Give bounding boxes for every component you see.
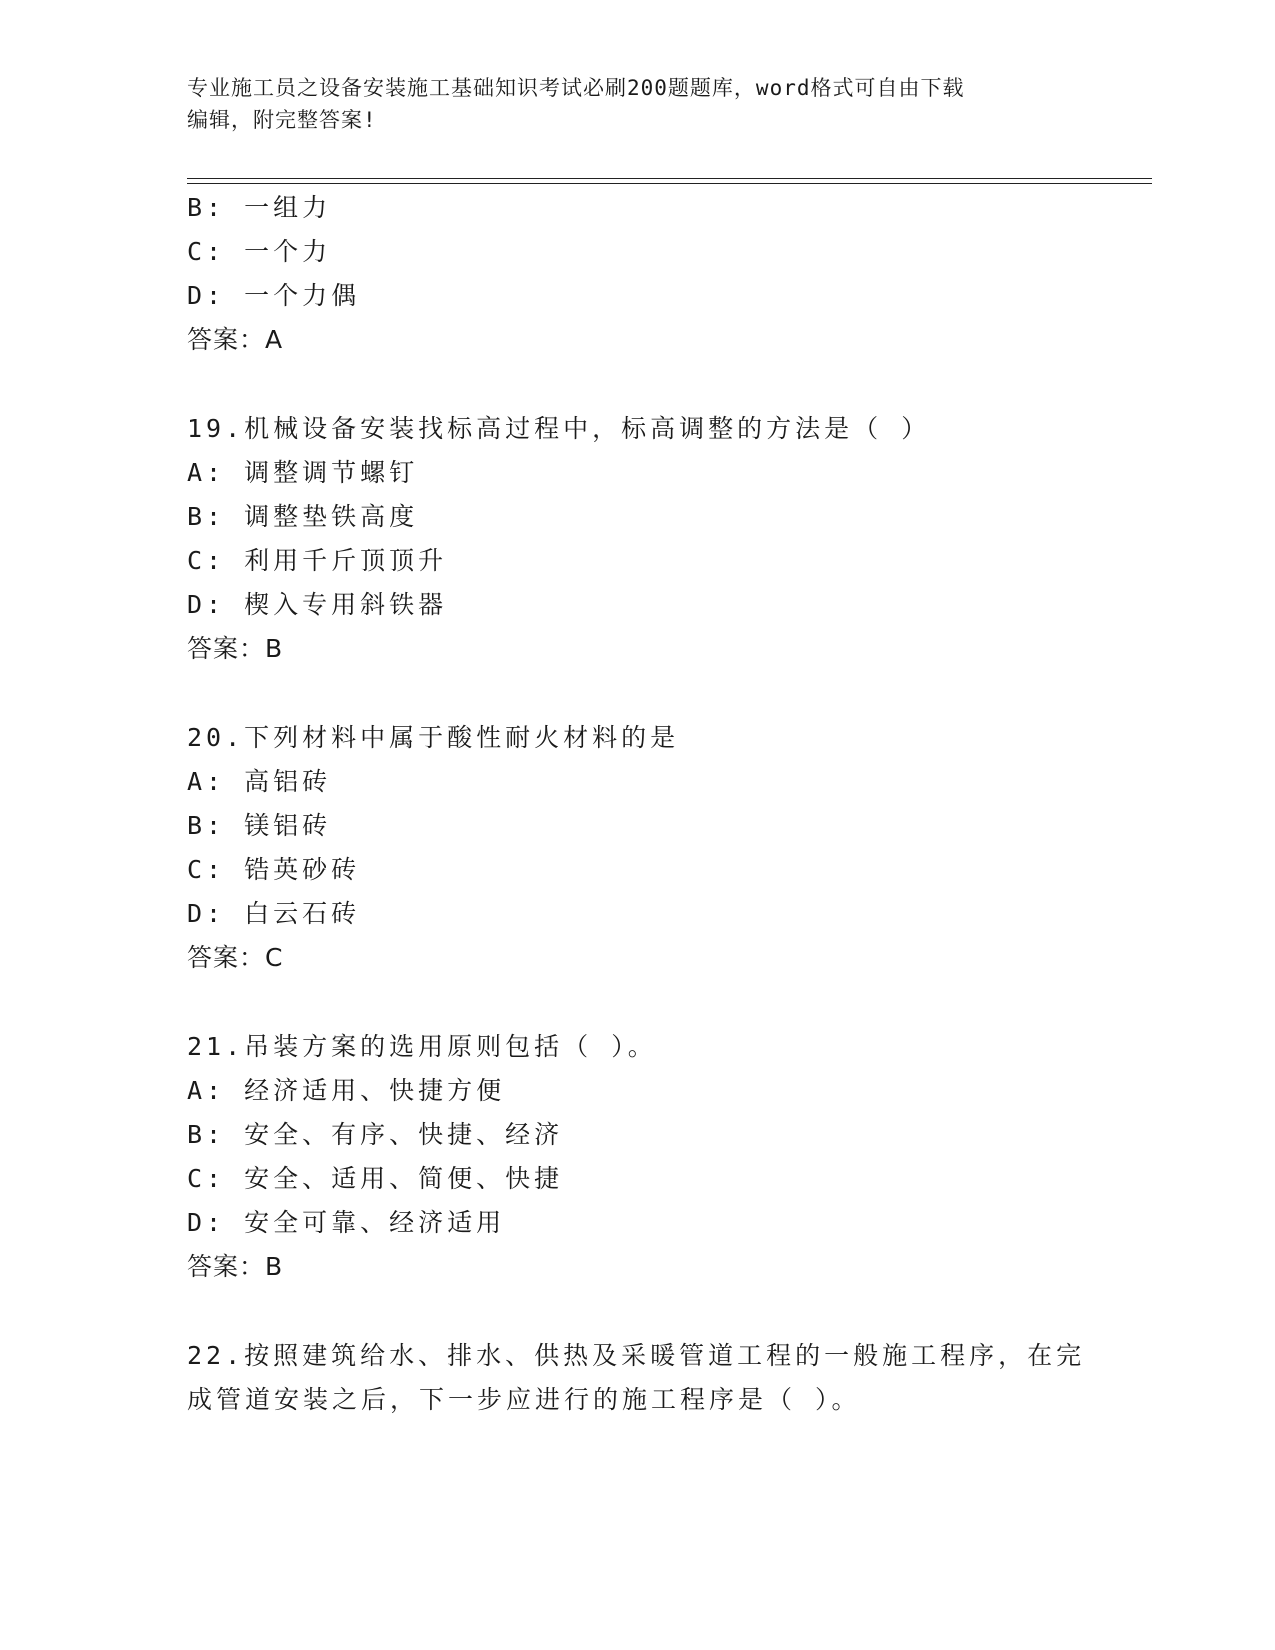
header-divider-top (187, 178, 1152, 179)
q20-question: 20.下列材料中属于酸性耐火材料的是 (187, 723, 680, 752)
q20-option-d: D: 白云石砖 (187, 899, 361, 928)
q19-option-c: C: 利用千斤顶顶升 (187, 546, 448, 575)
q22-question-line-2: 成管道安装之后，下一步应进行的施工程序是（ ）。 (187, 1385, 861, 1414)
q21-option-d: D: 安全可靠、经济适用 (187, 1208, 506, 1237)
header-title-line-1: 专业施工员之设备安装施工基础知识考试必刷200题题库，word格式可自由下载 (187, 76, 965, 100)
q22-question-line-1: 22.按照建筑给水、排水、供热及采暖管道工程的一般施工程序，在完 (187, 1341, 1086, 1370)
q21-question: 21.吊装方案的选用原则包括（ ）。 (187, 1032, 657, 1061)
q18-answer: 答案：A (187, 325, 284, 354)
q19-answer: 答案：B (187, 634, 284, 663)
q19-question: 19.机械设备安装找标高过程中，标高调整的方法是（ ） (187, 414, 931, 443)
q21-answer: 答案：B (187, 1252, 284, 1281)
q19-option-a: A: 调整调节螺钉 (187, 458, 419, 487)
header-title-line-2: 编辑，附完整答案! (187, 108, 377, 132)
q20-answer: 答案：C (187, 943, 284, 972)
q21-option-c: C: 安全、适用、简便、快捷 (187, 1164, 564, 1193)
q19-option-d: D: 楔入专用斜铁器 (187, 590, 448, 619)
q18-option-d: D: 一个力偶 (187, 281, 361, 310)
q21-option-a: A: 经济适用、快捷方便 (187, 1076, 506, 1105)
q18-option-b: B: 一组力 (187, 193, 332, 222)
q18-option-c: C: 一个力 (187, 237, 332, 266)
q21-option-b: B: 安全、有序、快捷、经济 (187, 1120, 564, 1149)
q20-option-a: A: 高铝砖 (187, 767, 332, 796)
document-header (187, 72, 1067, 136)
q20-option-c: C: 锆英砂砖 (187, 855, 361, 884)
q19-option-b: B: 调整垫铁高度 (187, 502, 419, 531)
q20-option-b: B: 镁铝砖 (187, 811, 332, 840)
header-divider-bottom (187, 183, 1152, 184)
